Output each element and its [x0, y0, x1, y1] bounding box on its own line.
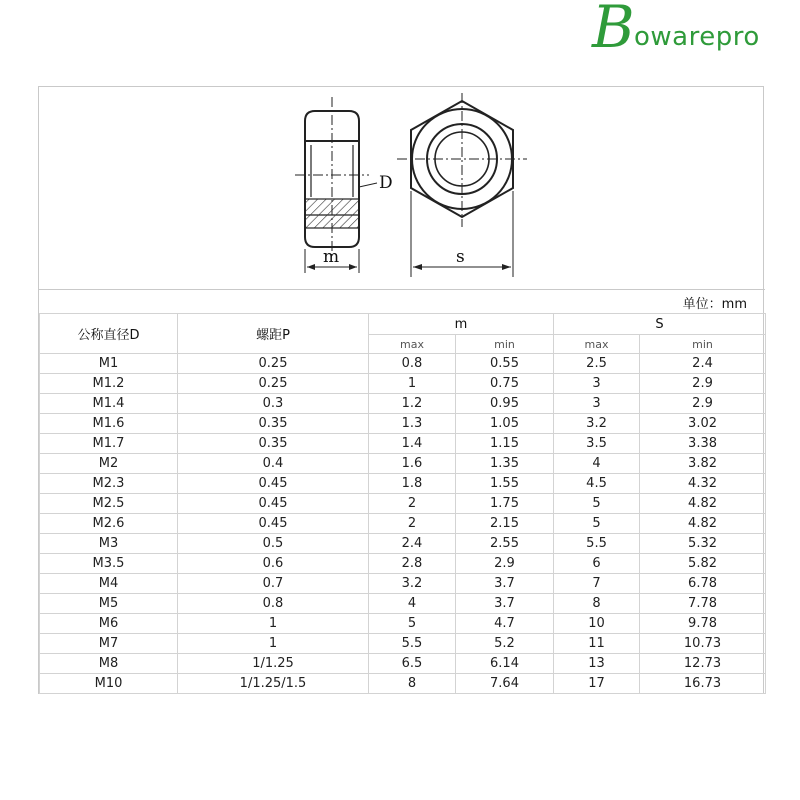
cell-m-min: 3.7 [456, 574, 554, 594]
cell-s-min: 10.73 [640, 634, 766, 654]
cell-s-max: 3.5 [554, 434, 640, 454]
header-m-min: min [456, 335, 554, 354]
cell-nominal: M2 [40, 454, 178, 474]
header-m-max: max [369, 335, 456, 354]
brand-logo-initial: B [592, 0, 635, 61]
cell-pitch: 0.8 [178, 594, 369, 614]
cell-s-max: 4 [554, 454, 640, 474]
cell-s-min: 3.82 [640, 454, 766, 474]
cell-m-min: 5.2 [456, 634, 554, 654]
cell-m-min: 1.75 [456, 494, 554, 514]
table-row [40, 354, 766, 374]
cell-nominal: M2.5 [40, 494, 178, 514]
cell-nominal: M4 [40, 574, 178, 594]
table-row [40, 474, 766, 494]
cell-s-min: 12.73 [640, 654, 766, 674]
cell-m-max: 5 [369, 614, 456, 634]
cell-s-max: 4.5 [554, 474, 640, 494]
cell-m-min: 7.64 [456, 674, 554, 694]
table-row [40, 454, 766, 474]
cell-m-min: 1.05 [456, 414, 554, 434]
cell-nominal: M7 [40, 634, 178, 654]
cell-s-max: 3 [554, 374, 640, 394]
cell-m-max: 2.8 [369, 554, 456, 574]
cell-m-min: 1.35 [456, 454, 554, 474]
cell-m-min: 6.14 [456, 654, 554, 674]
cell-s-max: 6 [554, 554, 640, 574]
cell-s-max: 7 [554, 574, 640, 594]
cell-s-min: 2.9 [640, 394, 766, 414]
hex-nut-drawing [39, 87, 765, 289]
cell-s-max: 5 [554, 514, 640, 534]
cell-s-max: 5 [554, 494, 640, 514]
cell-m-max: 4 [369, 594, 456, 614]
cell-pitch: 0.35 [178, 434, 369, 454]
cell-pitch: 1 [178, 614, 369, 634]
header-s: S [554, 314, 766, 335]
table-row [40, 574, 766, 594]
cell-s-min: 4.32 [640, 474, 766, 494]
cell-s-min: 7.78 [640, 594, 766, 614]
cell-s-max: 17 [554, 674, 640, 694]
cell-m-min: 3.7 [456, 594, 554, 614]
cell-nominal: M3.5 [40, 554, 178, 574]
cell-s-max: 11 [554, 634, 640, 654]
cell-pitch: 0.6 [178, 554, 369, 574]
cell-s-max: 13 [554, 654, 640, 674]
unit-label: 单位：mm [682, 297, 747, 312]
cell-pitch: 0.3 [178, 394, 369, 414]
cell-m-min: 4.7 [456, 614, 554, 634]
cell-s-min: 3.02 [640, 414, 766, 434]
cell-m-min: 0.75 [456, 374, 554, 394]
cell-s-min: 9.78 [640, 614, 766, 634]
cell-pitch: 0.25 [178, 374, 369, 394]
cell-m-max: 0.8 [369, 354, 456, 374]
cell-nominal: M2.3 [40, 474, 178, 494]
brand-logo-text: owarepro [634, 22, 760, 52]
cell-nominal: M8 [40, 654, 178, 674]
cell-m-min: 0.95 [456, 394, 554, 414]
cell-nominal: M1.2 [40, 374, 178, 394]
cell-nominal: M5 [40, 594, 178, 614]
cell-s-min: 4.82 [640, 514, 766, 534]
cell-s-min: 5.32 [640, 534, 766, 554]
table-row [40, 614, 766, 634]
cell-m-min: 0.55 [456, 354, 554, 374]
cell-pitch: 0.7 [178, 574, 369, 594]
cell-pitch: 1/1.25/1.5 [178, 674, 369, 694]
cell-m-min: 2.15 [456, 514, 554, 534]
table-row [40, 674, 766, 694]
cell-nominal: M2.6 [40, 514, 178, 534]
cell-nominal: M6 [40, 614, 178, 634]
cell-s-max: 10 [554, 614, 640, 634]
header-nominal-diameter: 公称直径D [40, 314, 178, 354]
table-row [40, 414, 766, 434]
cell-m-max: 6.5 [369, 654, 456, 674]
cell-pitch: 0.45 [178, 474, 369, 494]
cell-nominal: M1.6 [40, 414, 178, 434]
cell-s-min: 2.4 [640, 354, 766, 374]
table-row [40, 554, 766, 574]
cell-m-max: 1.2 [369, 394, 456, 414]
header-s-min: min [640, 335, 766, 354]
header-pitch: 螺距P [178, 314, 369, 354]
brand-logo [592, 0, 792, 61]
table-row [40, 514, 766, 534]
cell-m-max: 1.6 [369, 454, 456, 474]
cell-m-min: 1.55 [456, 474, 554, 494]
cell-s-min: 16.73 [640, 674, 766, 694]
cell-s-min: 2.9 [640, 374, 766, 394]
nut-dimensions-table [39, 313, 766, 694]
cell-pitch: 1 [178, 634, 369, 654]
table-row [40, 374, 766, 394]
spec-sheet [38, 86, 764, 694]
cell-s-max: 5.5 [554, 534, 640, 554]
cell-m-max: 2 [369, 494, 456, 514]
cell-s-max: 2.5 [554, 354, 640, 374]
cell-s-max: 8 [554, 594, 640, 614]
cell-s-min: 3.38 [640, 434, 766, 454]
cell-pitch: 0.45 [178, 494, 369, 514]
cell-nominal: M10 [40, 674, 178, 694]
unit-row [39, 289, 765, 313]
cell-s-min: 5.82 [640, 554, 766, 574]
cell-s-max: 3.2 [554, 414, 640, 434]
table-row [40, 394, 766, 414]
table-body [40, 354, 766, 694]
label-d: D [379, 173, 393, 193]
cell-m-min: 1.15 [456, 434, 554, 454]
cell-s-max: 3 [554, 394, 640, 414]
table-row [40, 434, 766, 454]
table-row [40, 654, 766, 674]
cell-pitch: 0.5 [178, 534, 369, 554]
cell-m-max: 5.5 [369, 634, 456, 654]
label-m: m [323, 247, 340, 267]
table-row [40, 494, 766, 514]
cell-nominal: M1.7 [40, 434, 178, 454]
cell-s-min: 4.82 [640, 494, 766, 514]
table-row [40, 634, 766, 654]
cell-nominal: M1 [40, 354, 178, 374]
header-s-max: max [554, 335, 640, 354]
hex-nut-diagram [39, 87, 765, 289]
cell-m-max: 3.2 [369, 574, 456, 594]
cell-m-max: 2.4 [369, 534, 456, 554]
label-s: s [456, 247, 465, 267]
cell-pitch: 0.4 [178, 454, 369, 474]
cell-m-max: 1.3 [369, 414, 456, 434]
table-row [40, 594, 766, 614]
cell-m-max: 1 [369, 374, 456, 394]
cell-m-max: 2 [369, 514, 456, 534]
cell-pitch: 1/1.25 [178, 654, 369, 674]
cell-nominal: M1.4 [40, 394, 178, 414]
cell-pitch: 0.35 [178, 414, 369, 434]
cell-m-max: 1.8 [369, 474, 456, 494]
header-m: m [369, 314, 554, 335]
cell-s-min: 6.78 [640, 574, 766, 594]
cell-m-max: 8 [369, 674, 456, 694]
cell-pitch: 0.25 [178, 354, 369, 374]
cell-m-min: 2.9 [456, 554, 554, 574]
table-row [40, 534, 766, 554]
cell-pitch: 0.45 [178, 514, 369, 534]
cell-m-min: 2.55 [456, 534, 554, 554]
cell-nominal: M3 [40, 534, 178, 554]
cell-m-max: 1.4 [369, 434, 456, 454]
